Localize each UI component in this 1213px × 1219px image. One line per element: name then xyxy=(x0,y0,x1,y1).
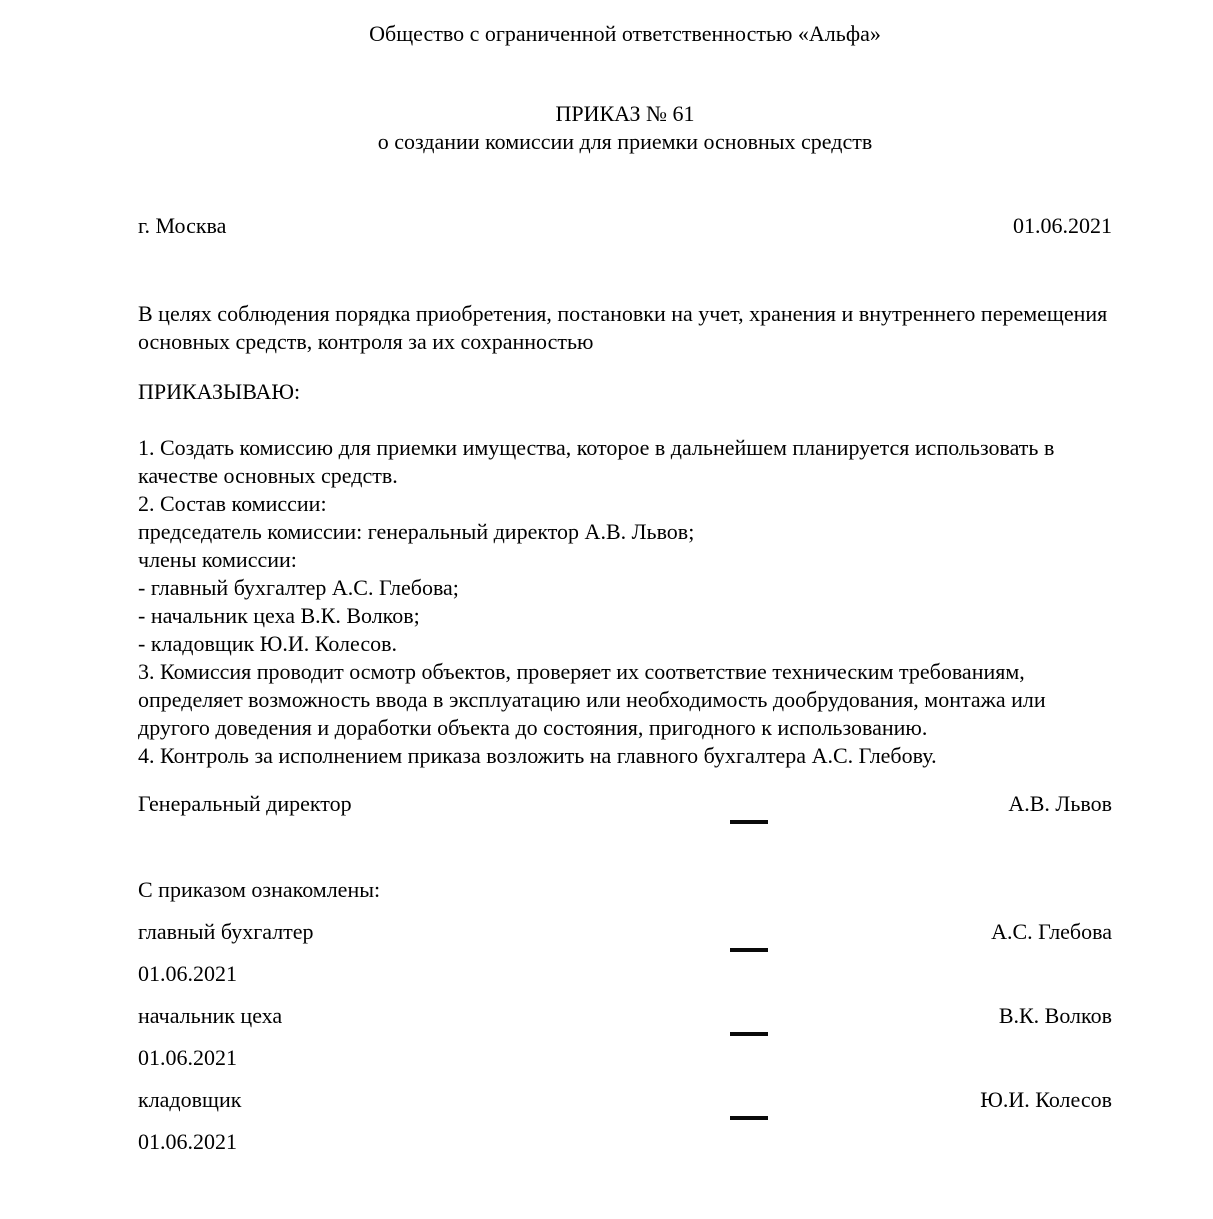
signer-name: А.С. Глебова xyxy=(991,919,1112,944)
organization-name: Общество с ограниченной ответственностью «Альфа» xyxy=(369,21,881,46)
city-date-row xyxy=(138,212,1112,240)
signer-role: начальник цеха xyxy=(138,1003,283,1028)
order-item: 2. Состав комиссии: xyxy=(138,491,327,516)
order-items xyxy=(138,434,1112,770)
order-heading xyxy=(138,100,1112,156)
signer-role: кладовщик xyxy=(138,1087,242,1112)
acknowledgement-heading: С приказом ознакомлены: xyxy=(138,877,381,902)
acknowledgement-entries xyxy=(138,918,1112,1156)
signer-name: В.К. Волков xyxy=(998,1003,1112,1028)
order-item: члены комиссии: xyxy=(138,547,297,572)
director-signature-row xyxy=(138,790,1112,818)
order-item: - кладовщик Ю.И. Колесов. xyxy=(138,631,397,656)
signature-line xyxy=(730,948,768,952)
order-item: 1. Создать комиссию для приемки имущества, которое в дальнейшем планируется использовать в качестве основных средств. xyxy=(138,435,1055,488)
acknowledgement-signature-row xyxy=(138,1086,1112,1114)
director-name: А.В. Львов xyxy=(1008,791,1112,816)
signer-role: главный бухгалтер xyxy=(138,919,314,944)
acknowledgement-entry xyxy=(138,918,1112,988)
order-item: 4. Контроль за исполнением приказа возложить на главного бухгалтера А.С. Глебову. xyxy=(138,743,937,768)
signer-name: Ю.И. Колесов xyxy=(980,1087,1112,1112)
signature-line xyxy=(730,820,768,824)
acknowledgement-date: 01.06.2021 xyxy=(138,961,237,986)
acknowledgement-date: 01.06.2021 xyxy=(138,1045,237,1070)
directive-word: ПРИКАЗЫВАЮ: xyxy=(138,379,301,404)
purpose-paragraph: В целях соблюдения порядка приобретения, постановки на учет, хранения и внутреннего перемещения основных средств, контроля за их сохранностью xyxy=(138,301,1108,354)
order-item: 3. Комиссия проводит осмотр объектов, проверяет их соответствие техническим требованиям, определяет возможность ввода в эксплуатацию или необходимость дообрудования, монтажа или другого доведения и доработки объекта до состояния, пригодного к использованию. xyxy=(138,659,1046,740)
order-subject: о создании комиссии для приемки основных средств xyxy=(377,129,873,154)
order-item: - начальник цеха В.К. Волков; xyxy=(138,603,420,628)
signature-line xyxy=(730,1116,768,1120)
acknowledgement-entry xyxy=(138,1086,1112,1156)
order-title: ПРИКАЗ № 61 xyxy=(555,101,695,126)
director-role: Генеральный директор xyxy=(138,791,352,816)
order-date: 01.06.2021 xyxy=(1013,213,1112,238)
signature-line xyxy=(730,1032,768,1036)
order-item: - главный бухгалтер А.С. Глебова; xyxy=(138,575,459,600)
acknowledgement-signature-row xyxy=(138,918,1112,946)
acknowledgement-entry xyxy=(138,1002,1112,1072)
order-item: председатель комиссии: генеральный директор А.В. Львов; xyxy=(138,519,695,544)
acknowledgement-signature-row xyxy=(138,1002,1112,1030)
city-label: г. Москва xyxy=(138,213,227,238)
acknowledgement-date: 01.06.2021 xyxy=(138,1129,237,1154)
